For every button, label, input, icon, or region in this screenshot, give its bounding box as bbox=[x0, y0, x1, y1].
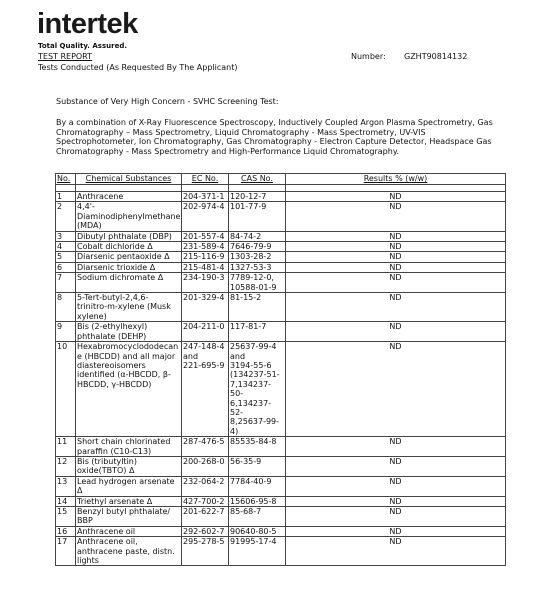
cell-ec-no: 232-064-2 bbox=[182, 476, 229, 496]
tagline: Total Quality. Assured. bbox=[38, 42, 127, 50]
cell-cas-no: 81-15-2 bbox=[229, 293, 286, 322]
cell-cas-no: 91995-17-4 bbox=[229, 537, 286, 566]
cell-ec-no: 200-268-0 bbox=[182, 456, 229, 476]
cell-chemical-substance: Bis (tributyltin) oxide(TBTO) Δ bbox=[76, 456, 182, 476]
cell-ec-no: 202-974-4 bbox=[182, 202, 229, 231]
cell-chemical-substance: Triethyl arsenate Δ bbox=[76, 496, 182, 506]
cell-cas-no: 15606-95-8 bbox=[229, 496, 286, 506]
cell-chemical-substance: Diarsenic trioxide Δ bbox=[76, 262, 182, 272]
cell-ec-no: 427-700-2 bbox=[182, 496, 229, 506]
report-title: TEST REPORT bbox=[38, 52, 93, 61]
table-row bbox=[56, 242, 506, 252]
cell-ec-no: 292-602-7 bbox=[182, 526, 229, 536]
cell-no: 13 bbox=[56, 476, 76, 496]
cell-chemical-substance: Anthracene bbox=[76, 192, 182, 202]
table-row bbox=[56, 231, 506, 241]
cell-cas-no: 85535-84-8 bbox=[229, 437, 286, 457]
cell-ec-no: 215-116-9 bbox=[182, 252, 229, 262]
cell-ec-no: 204-211-0 bbox=[182, 322, 229, 342]
table-row bbox=[56, 437, 506, 457]
svhc-results-table bbox=[55, 173, 506, 566]
test-method-description: By a combination of X-Ray Fluorescence Spectroscopy, Inductively Coupled Argon Plasma Spectrometry, Gas Chromatography – Mass Spectrometry, Liquid Chromatography - Mass Spectrometry, UV-VIS Spectrophotometer, Ion Chromatography, Gas Chromatography - Electron Capture Detector, Headspace Gas Chromatography - Mass Spectrometry and High-Performance Liquid Chromatography. bbox=[56, 118, 493, 156]
spacer-cell bbox=[76, 185, 182, 192]
cell-no: 16 bbox=[56, 526, 76, 536]
cell-result: ND bbox=[286, 437, 506, 457]
table-header-row bbox=[56, 174, 506, 185]
cell-result: ND bbox=[286, 322, 506, 342]
cell-cas-no: 101-77-9 bbox=[229, 202, 286, 231]
report-number-label: Number: bbox=[351, 52, 386, 61]
header-chemical-substances: Chemical Substances bbox=[76, 174, 182, 185]
cell-cas-no: 85-68-7 bbox=[229, 507, 286, 527]
cell-cas-no: 7784-40-9 bbox=[229, 476, 286, 496]
cell-result: ND bbox=[286, 496, 506, 506]
cell-cas-no: 120-12-7 bbox=[229, 192, 286, 202]
spacer-row bbox=[56, 185, 506, 192]
cell-no: 14 bbox=[56, 496, 76, 506]
cell-result: ND bbox=[286, 456, 506, 476]
cell-result: ND bbox=[286, 293, 506, 322]
table-row bbox=[56, 262, 506, 272]
cell-ec-no: 247-148-4 and 221-695-9 bbox=[182, 342, 229, 437]
cell-cas-no: 7646-79-9 bbox=[229, 242, 286, 252]
cell-result: ND bbox=[286, 262, 506, 272]
intertek-logo: intertek bbox=[37, 8, 138, 40]
cell-chemical-substance: Cobalt dichloride Δ bbox=[76, 242, 182, 252]
cell-no: 17 bbox=[56, 537, 76, 566]
cell-chemical-substance: Short chain chlorinated paraffin (C10-C13) bbox=[76, 437, 182, 457]
cell-result: ND bbox=[286, 273, 506, 293]
cell-no: 2 bbox=[56, 202, 76, 231]
table-row bbox=[56, 476, 506, 496]
header-results: Results % (w/w) bbox=[286, 174, 506, 185]
cell-result: ND bbox=[286, 242, 506, 252]
cell-result: ND bbox=[286, 231, 506, 241]
cell-no: 12 bbox=[56, 456, 76, 476]
cell-ec-no: 201-557-4 bbox=[182, 231, 229, 241]
cell-cas-no: 117-81-7 bbox=[229, 322, 286, 342]
cell-no: 8 bbox=[56, 293, 76, 322]
table-row bbox=[56, 322, 506, 342]
cell-result: ND bbox=[286, 537, 506, 566]
cell-no: 10 bbox=[56, 342, 76, 437]
table-row bbox=[56, 192, 506, 202]
cell-cas-no: 56-35-9 bbox=[229, 456, 286, 476]
header-ec-no: EC No. bbox=[182, 174, 229, 185]
cell-ec-no: 295-278-5 bbox=[182, 537, 229, 566]
cell-ec-no: 201-329-4 bbox=[182, 293, 229, 322]
cell-no: 15 bbox=[56, 507, 76, 527]
cell-chemical-substance: 5-Tert-butyl-2,4,6- trinitro-m-xylene (Musk xylene) bbox=[76, 293, 182, 322]
cell-no: 6 bbox=[56, 262, 76, 272]
cell-result: ND bbox=[286, 342, 506, 437]
section-title: Substance of Very High Concern - SVHC Screening Test: bbox=[56, 97, 279, 106]
cell-result: ND bbox=[286, 507, 506, 527]
cell-cas-no: 7789-12-0, 10588-01-9 bbox=[229, 273, 286, 293]
spacer-cell bbox=[56, 185, 76, 192]
table-row bbox=[56, 293, 506, 322]
cell-no: 1 bbox=[56, 192, 76, 202]
cell-ec-no: 201-622-7 bbox=[182, 507, 229, 527]
cell-result: ND bbox=[286, 192, 506, 202]
cell-result: ND bbox=[286, 526, 506, 536]
cell-cas-no: 1303-28-2 bbox=[229, 252, 286, 262]
cell-chemical-substance: Hexabromocyclododecan e (HBCDD) and all major diastereoisomers identified (α-HBCDD, β- HBCDD, γ-HBCDD) bbox=[76, 342, 182, 437]
cell-cas-no: 90640-80-5 bbox=[229, 526, 286, 536]
cell-ec-no: 234-190-3 bbox=[182, 273, 229, 293]
cell-chemical-substance: 4,4'- Diaminodiphenylmethane (MDA) bbox=[77, 202, 181, 231]
cell-result: ND bbox=[286, 202, 506, 231]
cell-chemical-substance: Sodium dichromate Δ bbox=[76, 273, 182, 293]
cell-result: ND bbox=[286, 252, 506, 262]
cell-chemical-substance: Dibutyl phthalate (DBP) bbox=[76, 231, 182, 241]
cell-result: ND bbox=[286, 476, 506, 496]
table-row bbox=[56, 252, 506, 262]
cell-ec-no: 204-371-1 bbox=[182, 192, 229, 202]
header-no: No. bbox=[56, 174, 76, 185]
table-row bbox=[56, 526, 506, 536]
cell-chemical-substance: Diarsenic pentaoxide Δ bbox=[76, 252, 182, 262]
cell-no: 4 bbox=[56, 242, 76, 252]
cell-chemical-substance: Anthracene oil, anthracene paste, distn. lights bbox=[76, 537, 182, 566]
table-row bbox=[56, 273, 506, 293]
table-row bbox=[56, 342, 506, 437]
cell-ec-no: 215-481-4 bbox=[182, 262, 229, 272]
tests-conducted-text: Tests Conducted (As Requested By The Applicant) bbox=[38, 63, 238, 72]
header-cas-no: CAS No. bbox=[229, 174, 286, 185]
cell-no: 5 bbox=[56, 252, 76, 262]
cell-chemical-substance: Benzyl butyl phthalate/ BBP bbox=[76, 507, 182, 527]
cell-no: 3 bbox=[56, 231, 76, 241]
cell-chemical-substance: Bis (2-ethylhexyl) phthalate (DEHP) bbox=[76, 322, 182, 342]
cell-cas-no: 1327-53-3 bbox=[229, 262, 286, 272]
cell-ec-no: 287-476-5 bbox=[182, 437, 229, 457]
cell-no: 9 bbox=[56, 322, 76, 342]
cell-ec-no: 231-589-4 bbox=[182, 242, 229, 252]
table-row bbox=[56, 202, 506, 231]
table-row bbox=[56, 496, 506, 506]
spacer-cell bbox=[286, 185, 506, 192]
table-row bbox=[56, 537, 506, 566]
cell-no: 11 bbox=[56, 437, 76, 457]
spacer-cell bbox=[229, 185, 286, 192]
cell-cas-no: 84-74-2 bbox=[229, 231, 286, 241]
table-row bbox=[56, 507, 506, 527]
report-number-value: GZHT90814132 bbox=[404, 52, 468, 61]
cell-no: 7 bbox=[56, 273, 76, 293]
cell-chemical-substance: Anthracene oil bbox=[76, 526, 182, 536]
spacer-cell bbox=[182, 185, 229, 192]
cell-cas-no: 25637-99-4 and 3194-55-6 (134237-51- 7,134237-50- 6,134237-52- 8,25637-99-4) bbox=[229, 342, 286, 437]
table-row bbox=[56, 456, 506, 476]
cell-chemical-substance: Lead hydrogen arsenate Δ bbox=[76, 476, 182, 496]
